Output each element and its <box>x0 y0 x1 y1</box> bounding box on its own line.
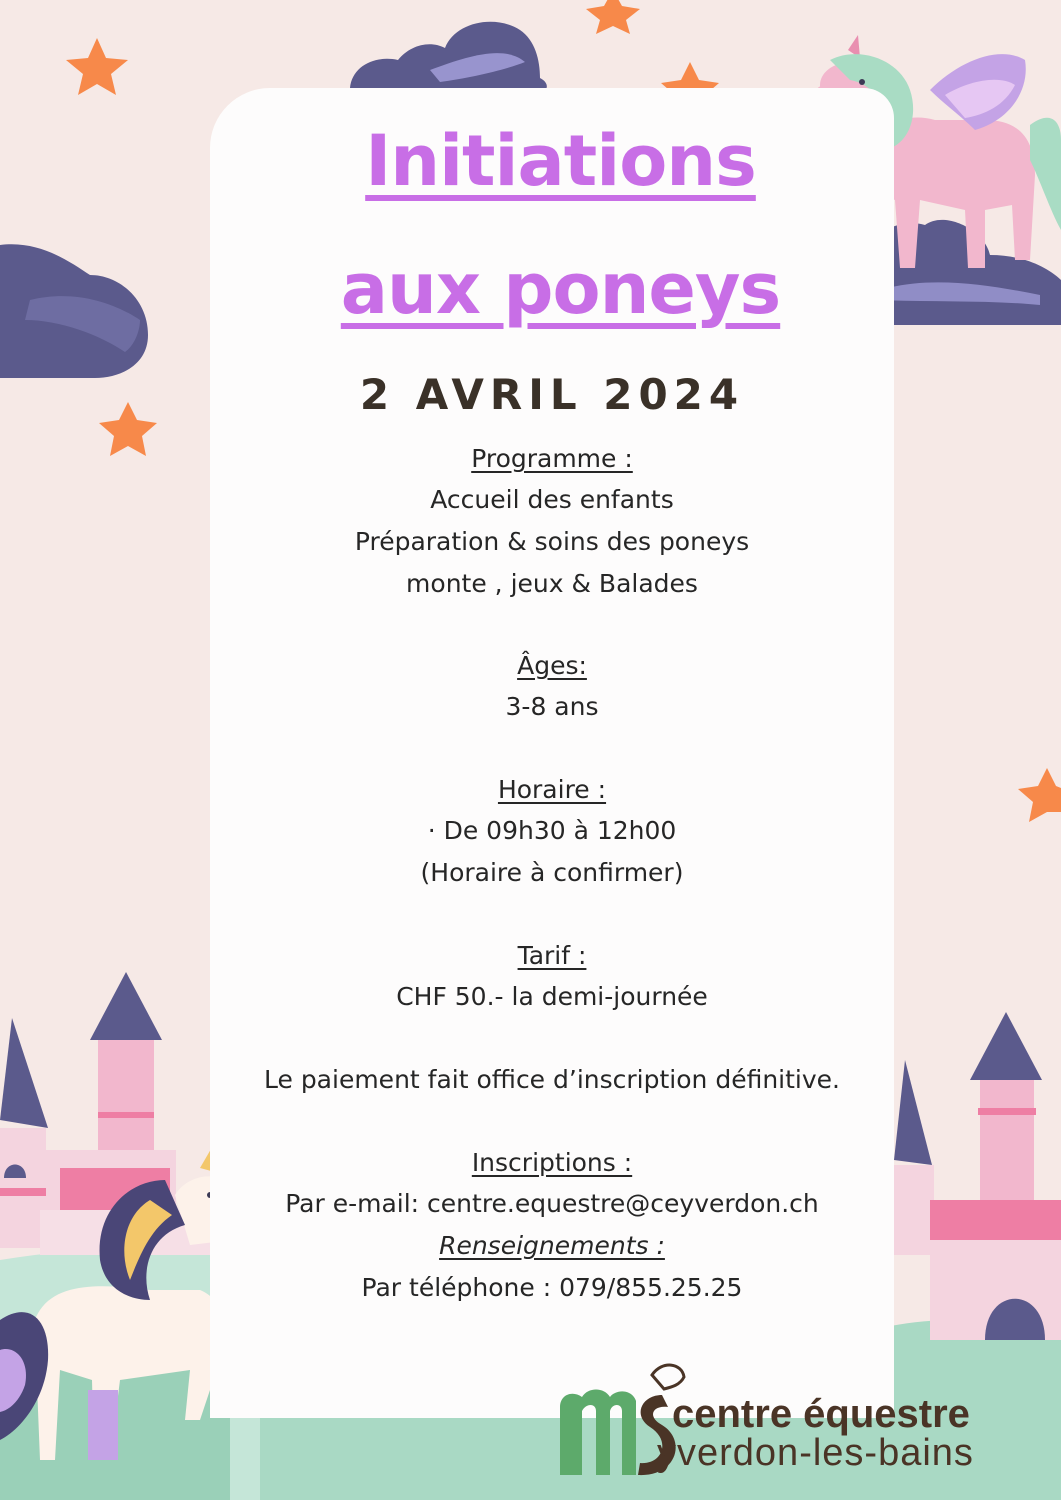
event-date: 2 AVRIL 2024 <box>359 370 745 419</box>
tarif-heading: Tarif : <box>517 941 587 970</box>
horaire-heading: Horaire : <box>497 775 607 804</box>
payment-note: Le paiement fait office d’inscription définitive. <box>264 1065 840 1094</box>
star-icon <box>66 38 128 95</box>
title-line-2: aux poneys <box>340 248 781 330</box>
castle-right <box>894 1012 1061 1340</box>
renseignements-phone: Par téléphone : 079/855.25.25 <box>361 1273 743 1302</box>
inscriptions-email: Par e-mail: centre.equestre@ceyverdon.ch <box>285 1189 819 1218</box>
programme-item: monte , jeux & Balades <box>406 569 698 598</box>
ages-value: 3-8 ans <box>505 692 599 721</box>
horaire-time: · De 09h30 à 12h00 <box>427 816 677 845</box>
inscriptions-heading: Inscriptions : <box>471 1148 633 1177</box>
star-icon <box>586 0 640 34</box>
renseignements-heading: Renseignements : <box>439 1231 665 1260</box>
star-icon <box>1018 768 1061 822</box>
programme-heading: Programme : <box>471 444 633 473</box>
horaire-note: (Horaire à confirmer) <box>420 858 684 887</box>
programme-item: Préparation & soins des poneys <box>354 527 750 556</box>
title-line-1: Initiations <box>365 120 756 202</box>
star-icon <box>99 402 157 456</box>
cloud-top <box>350 22 547 90</box>
tarif-price: CHF 50.- la demi-journée <box>396 982 708 1011</box>
logo-line-1: centre équestre <box>672 1392 970 1436</box>
logo-line-2: yverdon-les-bains <box>657 1432 974 1474</box>
ages-heading: Âges: <box>517 651 587 680</box>
programme-item: Accueil des enfants <box>430 485 674 514</box>
